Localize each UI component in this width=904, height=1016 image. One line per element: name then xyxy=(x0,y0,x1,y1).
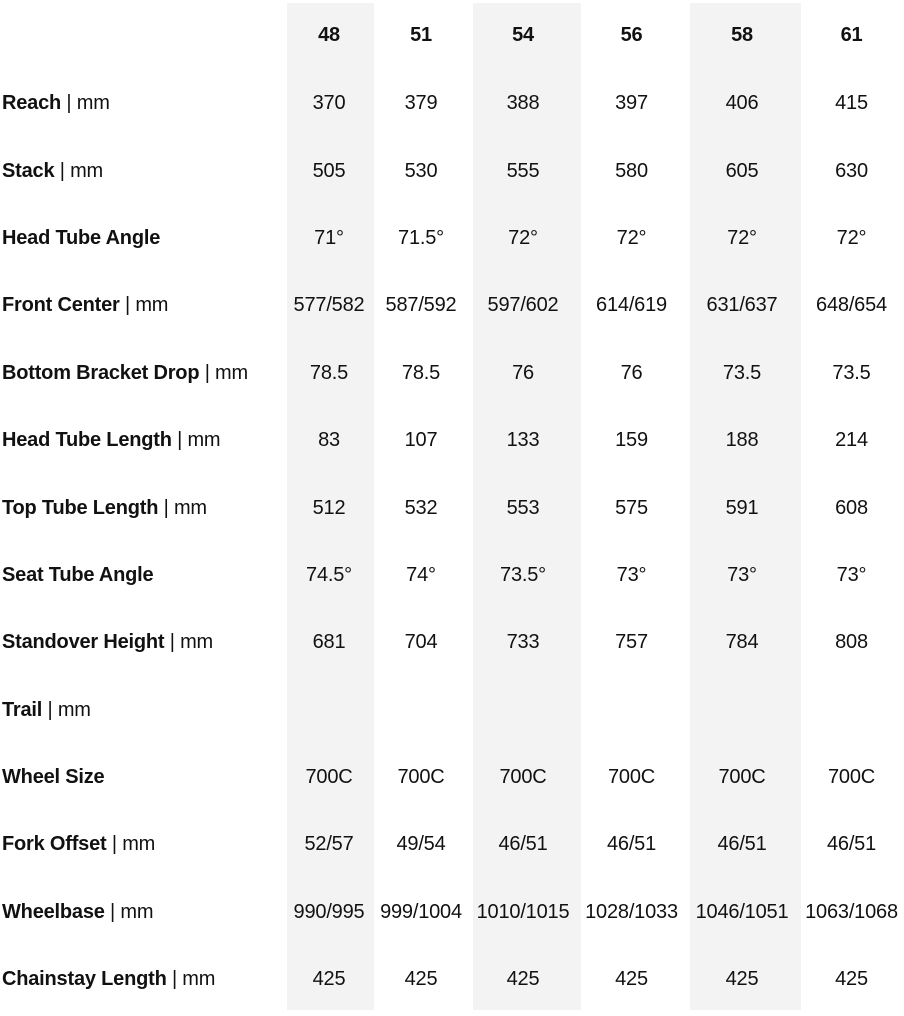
row-label xyxy=(0,542,284,609)
value-cell: 681 xyxy=(312,631,346,654)
value-cell: 72° xyxy=(836,226,867,249)
row-label-name: Standover Height xyxy=(2,631,165,654)
row-label xyxy=(0,811,284,878)
value-cell: 46/51 xyxy=(826,833,877,856)
value-cell: 808 xyxy=(835,631,868,654)
value-cell xyxy=(799,677,904,744)
value-cell xyxy=(578,677,685,744)
table-row xyxy=(0,70,904,137)
value-cell: 133 xyxy=(506,429,540,452)
table-row xyxy=(0,677,904,744)
value-cell: 425 xyxy=(312,968,346,991)
value-cell: 83 xyxy=(318,429,340,452)
value-cell: 704 xyxy=(404,631,438,654)
value-cell: 597/602 xyxy=(487,294,559,317)
value-cell: 580 xyxy=(615,159,648,182)
value-cell: 72° xyxy=(508,226,538,249)
row-label-name: Head Tube Angle xyxy=(2,226,161,249)
row-label-name: Fork Offset xyxy=(2,833,107,856)
size-header: 56 xyxy=(620,23,643,46)
value-cell: 505 xyxy=(312,159,346,182)
table-row xyxy=(0,811,904,878)
value-cell: 575 xyxy=(615,496,648,519)
row-label-name: Stack xyxy=(2,159,55,182)
value-cell: 46/51 xyxy=(717,833,767,856)
value-cell: 577/582 xyxy=(293,294,365,317)
row-label xyxy=(0,609,284,676)
value-cell xyxy=(374,677,468,744)
value-cell: 214 xyxy=(835,429,868,452)
value-cell: 614/619 xyxy=(596,294,667,317)
table-row xyxy=(0,609,904,676)
table-row xyxy=(0,946,904,1013)
value-cell: 73° xyxy=(727,563,757,586)
row-label xyxy=(0,137,284,204)
value-cell: 397 xyxy=(615,92,648,115)
row-label-unit: | mm xyxy=(163,496,207,519)
value-cell: 425 xyxy=(615,968,648,991)
value-cell: 608 xyxy=(835,496,868,519)
row-label-name: Chainstay Length xyxy=(2,968,167,991)
value-cell: 388 xyxy=(506,92,540,115)
table-row xyxy=(0,879,904,946)
value-cell: 1046/1051 xyxy=(695,900,789,923)
row-label-unit: | mm xyxy=(204,361,248,384)
value-cell: 73.5° xyxy=(500,563,546,586)
value-cell: 73° xyxy=(616,563,647,586)
value-cell: 733 xyxy=(506,631,540,654)
table-row xyxy=(0,407,904,474)
value-cell: 406 xyxy=(725,92,759,115)
size-header: 58 xyxy=(731,23,753,46)
row-label-name: Wheelbase xyxy=(2,900,105,923)
row-label xyxy=(0,205,284,272)
value-cell: 370 xyxy=(312,92,346,115)
value-cell: 71.5° xyxy=(398,226,444,249)
row-label-name: Trail xyxy=(2,698,43,721)
row-label-name: Reach xyxy=(2,92,62,115)
value-cell: 553 xyxy=(506,496,540,519)
size-header-row xyxy=(0,0,904,70)
row-label-unit: | mm xyxy=(59,159,104,182)
row-label xyxy=(0,879,284,946)
value-cell: 700C xyxy=(827,766,875,789)
row-label-unit: | mm xyxy=(110,900,154,923)
row-label xyxy=(0,677,284,744)
value-cell: 379 xyxy=(404,92,438,115)
row-label-name: Head Tube Length xyxy=(2,429,172,452)
value-cell: 555 xyxy=(506,159,540,182)
table-row xyxy=(0,272,904,339)
value-cell: 73° xyxy=(836,563,867,586)
row-label-unit: | mm xyxy=(47,698,91,721)
row-label xyxy=(0,407,284,474)
value-cell xyxy=(284,677,374,744)
row-label-name: Wheel Size xyxy=(2,766,105,789)
value-cell: 1010/1015 xyxy=(476,900,570,923)
value-cell: 52/57 xyxy=(304,833,354,856)
value-cell: 72° xyxy=(727,226,757,249)
row-label-unit: | mm xyxy=(169,631,214,654)
row-label-unit: | mm xyxy=(124,294,169,317)
value-cell: 188 xyxy=(725,429,759,452)
value-cell: 700C xyxy=(607,766,655,789)
row-label-unit: | mm xyxy=(177,429,221,452)
value-cell: 72° xyxy=(616,226,647,249)
value-cell: 630 xyxy=(835,159,868,182)
row-label xyxy=(0,474,284,541)
row-label-name: Top Tube Length xyxy=(2,496,159,519)
value-cell: 46/51 xyxy=(606,833,657,856)
table-row xyxy=(0,474,904,541)
value-cell: 990/995 xyxy=(293,900,365,923)
value-cell xyxy=(468,677,578,744)
row-label-name: Bottom Bracket Drop xyxy=(2,361,200,384)
table-row xyxy=(0,205,904,272)
value-cell: 700C xyxy=(718,766,766,789)
table-row xyxy=(0,744,904,811)
value-cell: 700C xyxy=(499,766,547,789)
geometry-rows xyxy=(0,70,904,1013)
table-row xyxy=(0,137,904,204)
row-label-unit: | mm xyxy=(66,92,110,115)
header-label-cell xyxy=(0,0,284,70)
value-cell: 425 xyxy=(404,968,438,991)
value-cell: 784 xyxy=(725,631,759,654)
value-cell: 49/54 xyxy=(396,833,446,856)
value-cell: 74° xyxy=(406,563,436,586)
value-cell: 415 xyxy=(835,92,868,115)
value-cell: 425 xyxy=(835,968,868,991)
value-cell: 587/592 xyxy=(385,294,457,317)
row-label xyxy=(0,272,284,339)
value-cell: 700C xyxy=(397,766,445,789)
row-label-name: Seat Tube Angle xyxy=(2,563,154,586)
size-header: 48 xyxy=(318,23,340,46)
value-cell: 76 xyxy=(620,361,643,384)
row-label-unit: | mm xyxy=(171,968,216,991)
row-label-unit: | mm xyxy=(111,833,156,856)
value-cell: 512 xyxy=(312,496,346,519)
value-cell: 107 xyxy=(404,429,438,452)
value-cell: 999/1004 xyxy=(380,900,462,923)
value-cell: 73.5 xyxy=(722,361,762,384)
size-header: 51 xyxy=(410,23,432,46)
table-row xyxy=(0,340,904,407)
value-cell: 532 xyxy=(404,496,438,519)
value-cell: 73.5 xyxy=(832,361,871,384)
value-cell: 631/637 xyxy=(706,294,778,317)
value-cell: 78.5 xyxy=(309,361,349,384)
value-cell: 757 xyxy=(615,631,648,654)
row-label xyxy=(0,744,284,811)
table-row xyxy=(0,542,904,609)
value-cell: 76 xyxy=(512,361,534,384)
value-cell: 605 xyxy=(725,159,759,182)
row-label xyxy=(0,70,284,137)
value-cell: 648/654 xyxy=(816,294,887,317)
value-cell: 46/51 xyxy=(498,833,548,856)
value-cell: 1063/1068 xyxy=(805,900,898,923)
value-cell xyxy=(685,677,799,744)
row-label xyxy=(0,340,284,407)
row-label xyxy=(0,946,284,1013)
value-cell: 530 xyxy=(404,159,438,182)
value-cell: 74.5° xyxy=(306,563,352,586)
value-cell: 425 xyxy=(506,968,540,991)
value-cell: 700C xyxy=(305,766,353,789)
row-label-name: Front Center xyxy=(2,294,120,317)
value-cell: 425 xyxy=(725,968,759,991)
value-cell: 1028/1033 xyxy=(585,900,678,923)
value-cell: 591 xyxy=(725,496,759,519)
value-cell: 78.5 xyxy=(401,361,441,384)
size-header: 61 xyxy=(840,23,863,46)
value-cell: 71° xyxy=(314,226,344,249)
size-header: 54 xyxy=(512,23,534,46)
value-cell: 159 xyxy=(615,429,648,452)
